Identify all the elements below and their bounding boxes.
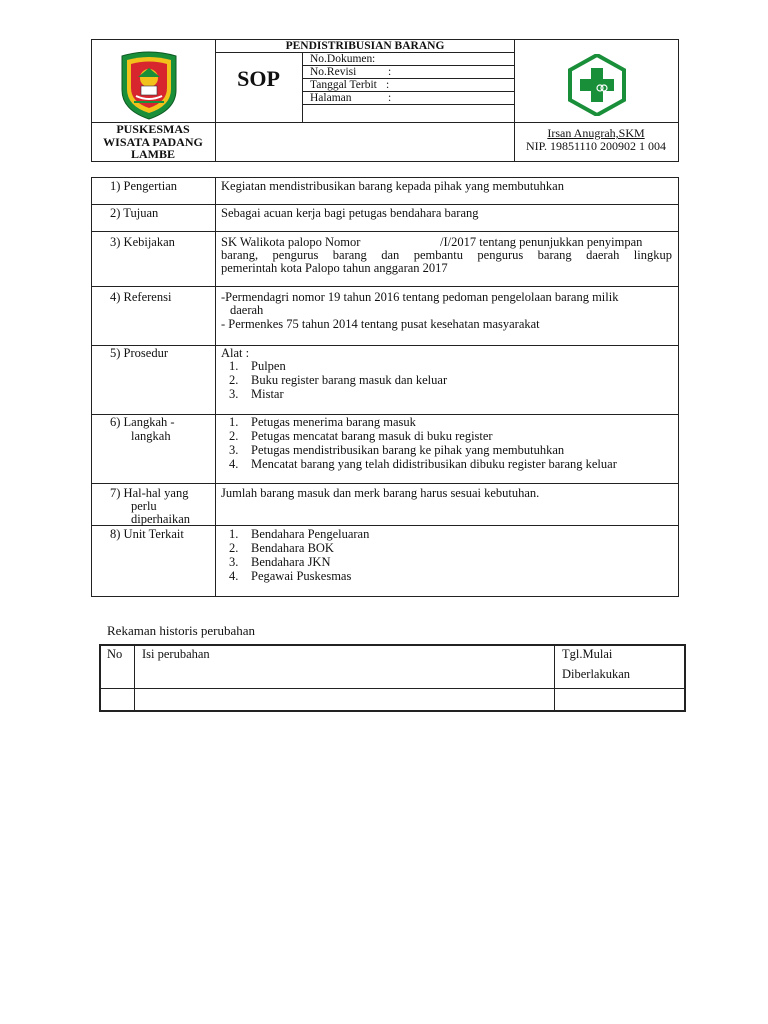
row-text-kebijakan-b: /I/2017 tentang penunjukkan penyimpan (440, 235, 643, 249)
row-label-unit-terkait: 8) Unit Terkait (110, 527, 184, 541)
row-label-hal-b: perlu (131, 499, 157, 513)
list-item: 4. Pegawai Puskesmas (229, 569, 352, 583)
row-text-tujuan: Sebagai acuan kerja bagi petugas bendahara barang (221, 206, 479, 220)
row-label-hal-a: 7) Hal-hal yang (110, 486, 189, 500)
history-col-no: No (107, 647, 123, 661)
organization-name: PUSKESMAS WISATA PADANG LAMBE (103, 122, 203, 161)
row-text-pengertian: Kegiatan mendistribusikan barang kepada pihak yang membutuhkan (221, 179, 564, 193)
document-title: PENDISTRIBUSIAN BARANG (285, 40, 445, 52)
history-caption: Rekaman historis perubahan (107, 623, 256, 638)
meta-issue-date: Tanggal Terbit : (310, 79, 390, 91)
list-item: 3. Mistar (229, 387, 284, 401)
city-emblem-logo (118, 50, 180, 120)
row-text-prosedur-intro: Alat : (221, 346, 250, 360)
row-text-kebijakan-a: SK Walikota palopo Nomor (221, 235, 361, 249)
list-item: 3. Bendahara JKN (229, 555, 331, 569)
meta-page: Halaman : (310, 92, 392, 104)
row-text-referensi-2: daerah (230, 303, 264, 317)
list-item: 1. Pulpen (229, 359, 286, 373)
row-text-hal: Jumlah barang masuk dan merk barang harus sesuai kebutuhan. (221, 486, 540, 500)
health-cross-logo (566, 54, 628, 116)
row-text-referensi-3: - Permenkes 75 tahun 2014 tentang pusat kesehatan masyarakat (221, 317, 540, 331)
row-label-langkah-a: 6) Langkah - (110, 415, 175, 429)
langkah-list (221, 415, 671, 471)
row-text-referensi-1: -Permendagri nomor 19 tahun 2016 tentang pedoman pengelolaan barang milik (221, 290, 619, 304)
list-item: 2. Bendahara BOK (229, 541, 334, 555)
row-label-tujuan: 2) Tujuan (110, 206, 159, 220)
list-item: 4. Mencatat barang yang telah didistribusikan dibuku register barang keluar (229, 457, 617, 471)
row-label-kebijakan: 3) Kebijakan (110, 235, 175, 249)
sop-label: SOP (237, 66, 280, 91)
row-label-langkah-b: langkah (131, 429, 171, 443)
list-item: 1. Petugas menerima barang masuk (229, 415, 416, 429)
signer-nip: NIP. 19851110 200902 1 004 (525, 139, 667, 153)
list-item: 1. Bendahara Pengeluaran (229, 527, 370, 541)
row-text-kebijakan-c: barang, pengurus barang dan pembantu pengurus barang daerah lingkup (221, 248, 672, 262)
row-label-hal-c: diperhaikan (131, 512, 191, 526)
history-col-date-a: Tgl.Mulai (562, 647, 613, 661)
prosedur-list (221, 359, 671, 401)
history-col-change: Isi perubahan (142, 647, 210, 661)
meta-document-no: No.Dokumen : (310, 53, 376, 65)
history-col-date-b: Diberlakukan (562, 667, 631, 681)
list-item: 3. Petugas mendistribusikan barang ke pihak yang membutuhkan (229, 443, 565, 457)
signer-name: Irsan Anugrah,SKM (547, 126, 645, 140)
row-label-prosedur: 5) Prosedur (110, 346, 168, 360)
list-item: 2. Petugas mencatat barang masuk di buku register (229, 429, 493, 443)
unit-terkait-list (221, 527, 671, 583)
list-item: 2. Buku register barang masuk dan keluar (229, 373, 448, 387)
row-label-referensi: 4) Referensi (110, 290, 172, 304)
row-label-pengertian: 1) Pengertian (110, 179, 177, 193)
row-text-kebijakan-d: pemerintah kota Palopo tahun anggaran 2017 (221, 261, 448, 275)
signer-block (514, 127, 678, 153)
meta-revision-no: No.Revisi : (310, 66, 392, 78)
